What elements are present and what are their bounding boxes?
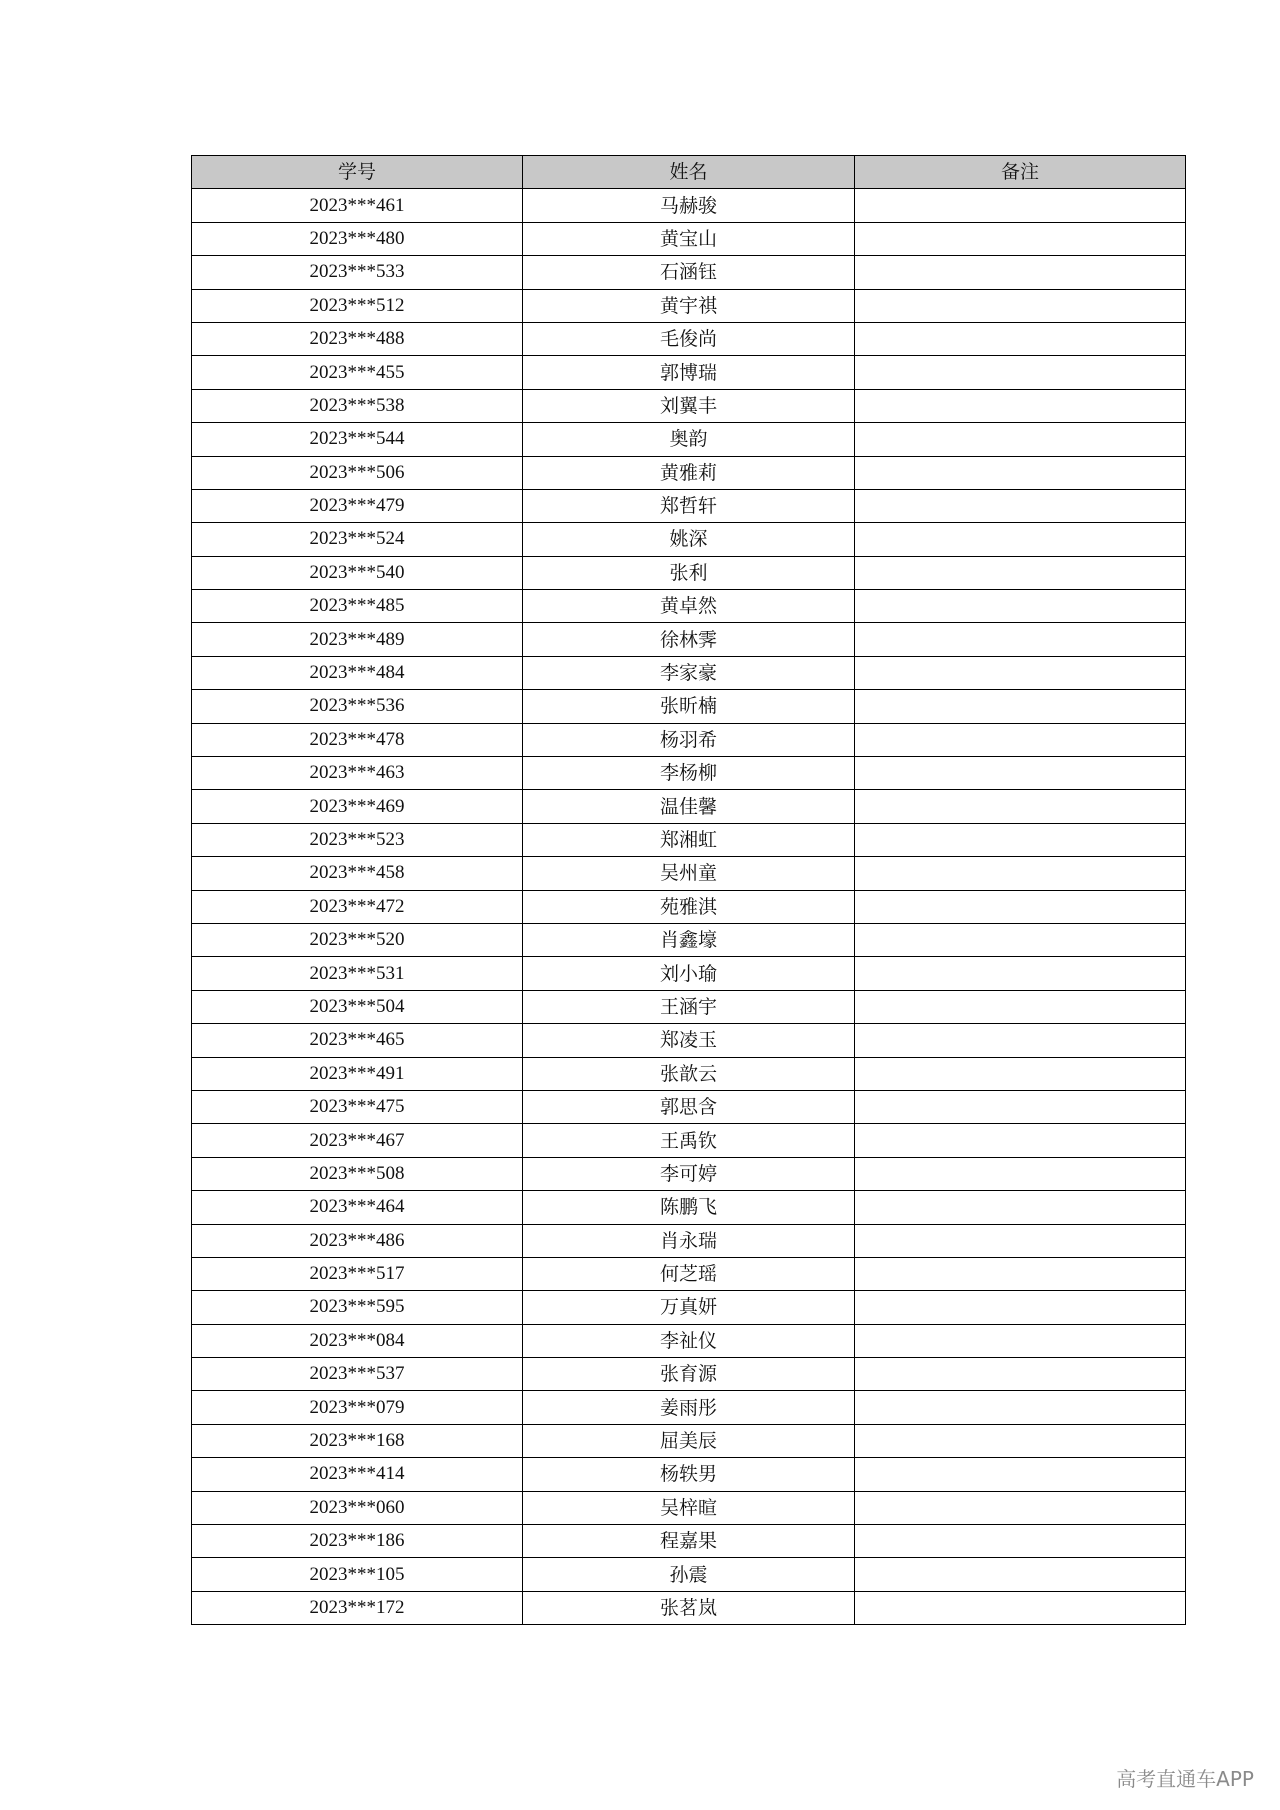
student-id-cell: 2023***472 — [192, 890, 523, 923]
table-row — [192, 1324, 1186, 1357]
student-name-cell: 毛俊尚 — [523, 322, 855, 355]
student-name-cell: 姜雨彤 — [523, 1391, 855, 1424]
student-id-cell: 2023***060 — [192, 1491, 523, 1524]
student-id-cell: 2023***464 — [192, 1191, 523, 1224]
student-name-cell: 吴梓暄 — [523, 1491, 855, 1524]
student-name-cell: 张利 — [523, 556, 855, 589]
student-id-cell: 2023***084 — [192, 1324, 523, 1357]
student-name-cell: 肖永瑞 — [523, 1224, 855, 1257]
remarks-cell — [855, 1090, 1186, 1123]
student-name-cell: 苑雅淇 — [523, 890, 855, 923]
remarks-cell — [855, 322, 1186, 355]
student-id-cell: 2023***463 — [192, 757, 523, 790]
table-row — [192, 723, 1186, 756]
remarks-cell — [855, 656, 1186, 689]
table-row — [192, 1291, 1186, 1324]
table-row — [192, 356, 1186, 389]
table-row — [192, 423, 1186, 456]
header-student-id: 学号 — [192, 156, 523, 189]
student-name-cell: 刘翼丰 — [523, 389, 855, 422]
student-name-cell: 杨轶男 — [523, 1458, 855, 1491]
student-name-cell: 刘小瑜 — [523, 957, 855, 990]
table-row — [192, 1157, 1186, 1190]
header-remarks: 备注 — [855, 156, 1186, 189]
table-row — [192, 1090, 1186, 1123]
remarks-cell — [855, 957, 1186, 990]
student-name-cell: 肖鑫壕 — [523, 923, 855, 956]
remarks-cell — [855, 923, 1186, 956]
table-row — [192, 1424, 1186, 1457]
table-row — [192, 1525, 1186, 1558]
student-name-cell: 孙震 — [523, 1558, 855, 1591]
remarks-cell — [855, 289, 1186, 322]
remarks-cell — [855, 1491, 1186, 1524]
remarks-cell — [855, 1558, 1186, 1591]
table-row — [192, 556, 1186, 589]
student-name-cell: 黄卓然 — [523, 590, 855, 623]
table-row — [192, 222, 1186, 255]
remarks-cell — [855, 590, 1186, 623]
app-watermark: 高考直通车APP — [1116, 1767, 1254, 1791]
student-id-cell: 2023***478 — [192, 723, 523, 756]
student-id-cell: 2023***414 — [192, 1458, 523, 1491]
student-id-cell: 2023***517 — [192, 1257, 523, 1290]
table-row — [192, 456, 1186, 489]
student-id-cell: 2023***538 — [192, 389, 523, 422]
student-id-cell: 2023***595 — [192, 1291, 523, 1324]
student-name-cell: 李家豪 — [523, 656, 855, 689]
student-id-cell: 2023***524 — [192, 523, 523, 556]
student-id-cell: 2023***484 — [192, 656, 523, 689]
remarks-cell — [855, 790, 1186, 823]
remarks-cell — [855, 690, 1186, 723]
student-id-cell: 2023***506 — [192, 456, 523, 489]
student-id-cell: 2023***489 — [192, 623, 523, 656]
student-name-cell: 何芝瑶 — [523, 1257, 855, 1290]
student-name-cell: 奥韵 — [523, 423, 855, 456]
student-name-cell: 郑湘虹 — [523, 823, 855, 856]
student-id-cell: 2023***486 — [192, 1224, 523, 1257]
student-id-cell: 2023***491 — [192, 1057, 523, 1090]
remarks-cell — [855, 222, 1186, 255]
student-id-cell: 2023***544 — [192, 423, 523, 456]
student-id-cell: 2023***480 — [192, 222, 523, 255]
remarks-cell — [855, 823, 1186, 856]
student-name-cell: 姚深 — [523, 523, 855, 556]
remarks-cell — [855, 723, 1186, 756]
table-row — [192, 757, 1186, 790]
student-name-cell: 万真妍 — [523, 1291, 855, 1324]
student-name-cell: 张育源 — [523, 1358, 855, 1391]
student-name-cell: 李可婷 — [523, 1157, 855, 1190]
table-row — [192, 1391, 1186, 1424]
student-name-cell: 黄宇祺 — [523, 289, 855, 322]
remarks-cell — [855, 456, 1186, 489]
student-name-cell: 温佳馨 — [523, 790, 855, 823]
student-name-cell: 屈美辰 — [523, 1424, 855, 1457]
student-id-cell: 2023***458 — [192, 857, 523, 890]
student-id-cell: 2023***168 — [192, 1424, 523, 1457]
student-name-cell: 张歆云 — [523, 1057, 855, 1090]
table-row — [192, 1024, 1186, 1057]
table-row — [192, 1191, 1186, 1224]
remarks-cell — [855, 623, 1186, 656]
student-id-cell: 2023***172 — [192, 1591, 523, 1624]
remarks-cell — [855, 857, 1186, 890]
student-id-cell: 2023***523 — [192, 823, 523, 856]
table-row — [192, 289, 1186, 322]
remarks-cell — [855, 489, 1186, 522]
remarks-cell — [855, 990, 1186, 1023]
remarks-cell — [855, 1257, 1186, 1290]
remarks-cell — [855, 389, 1186, 422]
table-row — [192, 189, 1186, 222]
student-id-cell: 2023***079 — [192, 1391, 523, 1424]
student-id-cell: 2023***461 — [192, 189, 523, 222]
remarks-cell — [855, 523, 1186, 556]
student-name-cell: 李祉仪 — [523, 1324, 855, 1357]
student-id-cell: 2023***531 — [192, 957, 523, 990]
remarks-cell — [855, 1391, 1186, 1424]
table-row — [192, 1458, 1186, 1491]
table-body — [192, 189, 1186, 1625]
remarks-cell — [855, 1291, 1186, 1324]
remarks-cell — [855, 1424, 1186, 1457]
student-name-cell: 郭博瑞 — [523, 356, 855, 389]
remarks-cell — [855, 1124, 1186, 1157]
table-row — [192, 1224, 1186, 1257]
student-id-cell: 2023***467 — [192, 1124, 523, 1157]
student-id-cell: 2023***455 — [192, 356, 523, 389]
table-row — [192, 957, 1186, 990]
table-row — [192, 1124, 1186, 1157]
student-name-cell: 吴州童 — [523, 857, 855, 890]
remarks-cell — [855, 356, 1186, 389]
student-name-cell: 郭思含 — [523, 1090, 855, 1123]
remarks-cell — [855, 1458, 1186, 1491]
table-row — [192, 990, 1186, 1023]
student-name-cell: 徐林霁 — [523, 623, 855, 656]
student-id-cell: 2023***520 — [192, 923, 523, 956]
student-id-cell: 2023***475 — [192, 1090, 523, 1123]
table-row — [192, 857, 1186, 890]
student-name-cell: 张昕楠 — [523, 690, 855, 723]
remarks-cell — [855, 1591, 1186, 1624]
student-id-cell: 2023***536 — [192, 690, 523, 723]
student-name-cell: 郑凌玉 — [523, 1024, 855, 1057]
remarks-cell — [855, 1525, 1186, 1558]
header-row — [192, 156, 1186, 189]
table-row — [192, 1491, 1186, 1524]
table-row — [192, 322, 1186, 355]
student-id-cell: 2023***479 — [192, 489, 523, 522]
table-row — [192, 623, 1186, 656]
remarks-cell — [855, 1057, 1186, 1090]
table-row — [192, 790, 1186, 823]
remarks-cell — [855, 890, 1186, 923]
remarks-cell — [855, 1358, 1186, 1391]
student-name-cell: 黄雅莉 — [523, 456, 855, 489]
table-row — [192, 1057, 1186, 1090]
student-id-cell: 2023***540 — [192, 556, 523, 589]
remarks-cell — [855, 1191, 1186, 1224]
student-id-cell: 2023***508 — [192, 1157, 523, 1190]
remarks-cell — [855, 1324, 1186, 1357]
table-row — [192, 1257, 1186, 1290]
student-name-cell: 李杨柳 — [523, 757, 855, 790]
remarks-cell — [855, 1157, 1186, 1190]
student-id-cell: 2023***485 — [192, 590, 523, 623]
student-name-cell: 黄宝山 — [523, 222, 855, 255]
remarks-cell — [855, 1224, 1186, 1257]
table-row — [192, 656, 1186, 689]
student-id-cell: 2023***488 — [192, 322, 523, 355]
table-row — [192, 923, 1186, 956]
student-name-cell: 马赫骏 — [523, 189, 855, 222]
table-row — [192, 489, 1186, 522]
table-row — [192, 823, 1186, 856]
student-id-cell: 2023***533 — [192, 256, 523, 289]
student-name-cell: 程嘉果 — [523, 1525, 855, 1558]
header-name: 姓名 — [523, 156, 855, 189]
student-name-cell: 张茗岚 — [523, 1591, 855, 1624]
remarks-cell — [855, 256, 1186, 289]
student-id-cell: 2023***105 — [192, 1558, 523, 1591]
table-header — [192, 156, 1186, 189]
remarks-cell — [855, 556, 1186, 589]
table-row — [192, 1558, 1186, 1591]
remarks-cell — [855, 423, 1186, 456]
student-name-cell: 王禹钦 — [523, 1124, 855, 1157]
table-row — [192, 690, 1186, 723]
table-row — [192, 256, 1186, 289]
table-row — [192, 1591, 1186, 1624]
table-row — [192, 890, 1186, 923]
student-id-cell: 2023***504 — [192, 990, 523, 1023]
remarks-cell — [855, 189, 1186, 222]
student-id-cell: 2023***186 — [192, 1525, 523, 1558]
table-row — [192, 389, 1186, 422]
student-name-cell: 石涵钰 — [523, 256, 855, 289]
student-id-cell: 2023***537 — [192, 1358, 523, 1391]
student-id-cell: 2023***465 — [192, 1024, 523, 1057]
table-row — [192, 523, 1186, 556]
student-name-cell: 郑哲轩 — [523, 489, 855, 522]
student-name-cell: 杨羽希 — [523, 723, 855, 756]
student-name-cell: 陈鹏飞 — [523, 1191, 855, 1224]
student-name-cell: 王涵宇 — [523, 990, 855, 1023]
remarks-cell — [855, 757, 1186, 790]
student-id-cell: 2023***469 — [192, 790, 523, 823]
student-id-cell: 2023***512 — [192, 289, 523, 322]
table-row — [192, 590, 1186, 623]
table-row — [192, 1358, 1186, 1391]
student-roster-table — [191, 155, 1186, 1625]
remarks-cell — [855, 1024, 1186, 1057]
